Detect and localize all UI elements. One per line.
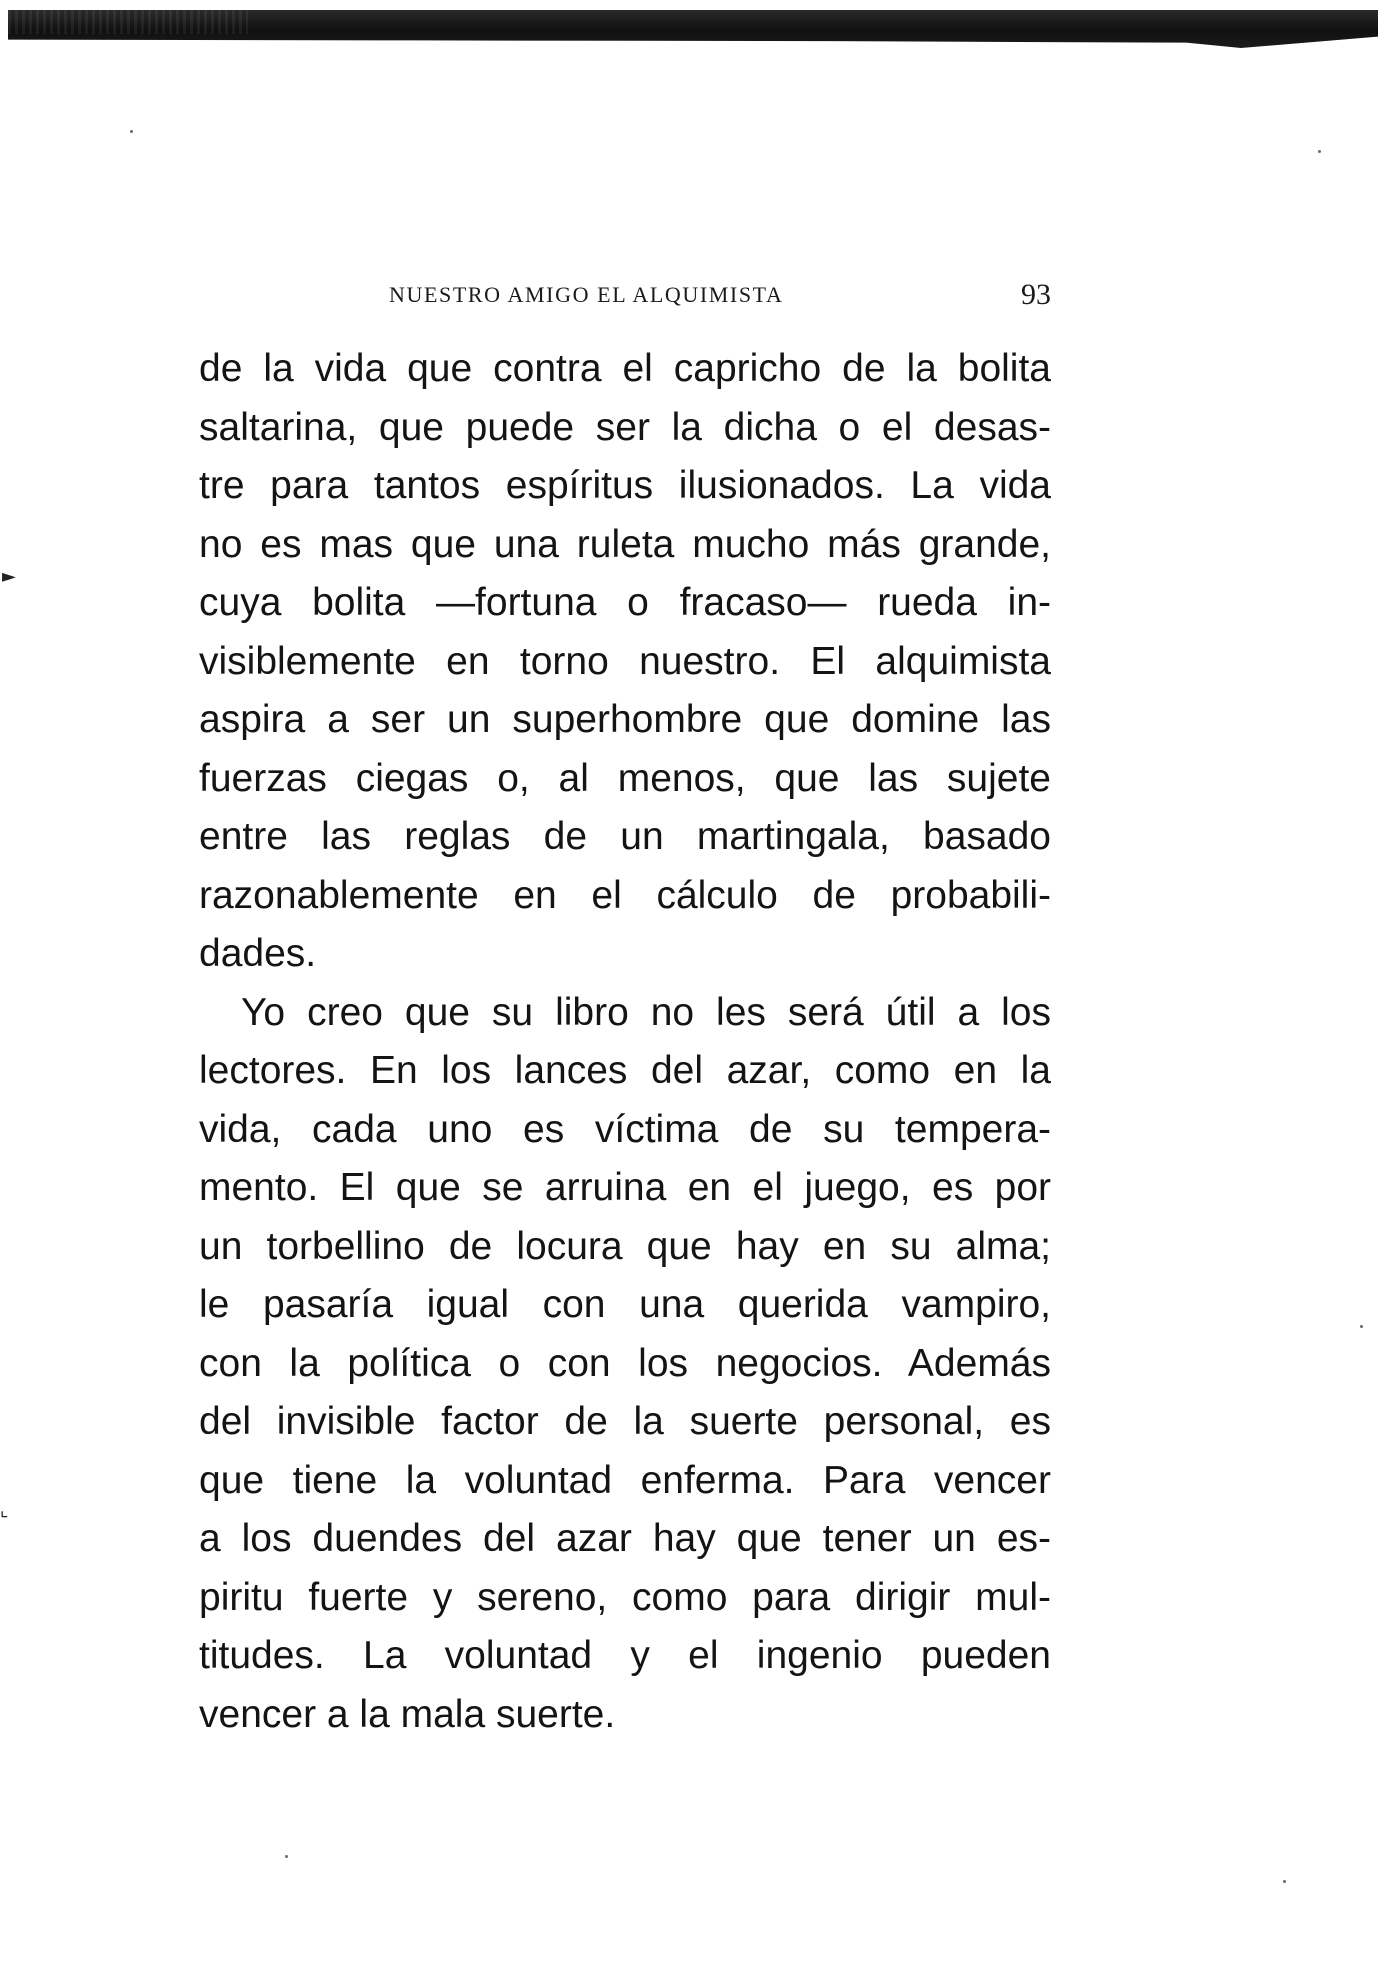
text-line: mento. El que se arruina en el juego, es por <box>199 1166 1051 1209</box>
text-line: aspira a ser un superhombre que domine las <box>199 698 1051 741</box>
scan-edge-noise <box>8 10 248 34</box>
text-line: lectores. En los lances del azar, como en la <box>199 1049 1051 1092</box>
paper-speck <box>130 130 133 133</box>
paper-speck <box>1283 1880 1286 1883</box>
paragraph <box>199 340 1051 984</box>
text-line: de la vida que contra el capricho de la bolita <box>199 347 1051 390</box>
text-line: tre para tantos espíritus ilusionados. La vida <box>199 464 1051 507</box>
text-line: un torbellino de locura que hay en su alma; <box>199 1224 1051 1268</box>
text-line: le pasaría igual con una querida vampiro, <box>199 1283 1051 1326</box>
body-text <box>199 340 1051 1744</box>
text-line: vida, cada uno es víctima de su tempera- <box>199 1107 1051 1151</box>
margin-mark-corner: ⌞ <box>0 1500 9 1521</box>
text-line: que tiene la voluntad enferma. Para vencer <box>199 1458 1051 1502</box>
text-line: saltarina, que puede ser la dicha o el desas- <box>199 405 1051 449</box>
running-title: NUESTRO AMIGO EL ALQUIMISTA <box>389 282 784 307</box>
text-line: Yo creo que su libro no les será útil a los <box>241 990 1051 1034</box>
text-line: entre las reglas de un martingala, basado <box>199 815 1051 858</box>
paper-speck <box>1360 1325 1363 1328</box>
text-line: con la política o con los negocios. Además <box>199 1341 1051 1385</box>
margin-mark-arrow: ► <box>2 566 16 587</box>
text-line: piritu fuerte y sereno, como para dirigir mul- <box>199 1575 1051 1619</box>
text-line: no es mas que una ruleta mucho más grande, <box>199 522 1051 566</box>
text-line: razonablemente en el cálculo de probabili- <box>199 873 1051 917</box>
text-line: cuya bolita —fortuna o fracaso— rueda in- <box>199 581 1051 624</box>
paper-speck <box>285 1855 288 1858</box>
text-line: vencer a la mala suerte. <box>199 1692 616 1736</box>
page-number: 93 <box>1021 278 1051 311</box>
paper-speck <box>1318 150 1321 153</box>
text-line: fuerzas ciegas o, al menos, que las sujete <box>199 756 1051 800</box>
text-line: del invisible factor de la suerte personal, es <box>199 1400 1051 1443</box>
text-line: visiblemente en torno nuestro. El alquimista <box>199 639 1051 683</box>
text-line: dades. <box>199 932 317 975</box>
text-line: titudes. La voluntad y el ingenio pueden <box>199 1634 1051 1677</box>
paragraph <box>199 984 1051 1745</box>
text-line: a los duendes del azar hay que tener un es- <box>199 1517 1051 1560</box>
running-head <box>199 278 1051 310</box>
